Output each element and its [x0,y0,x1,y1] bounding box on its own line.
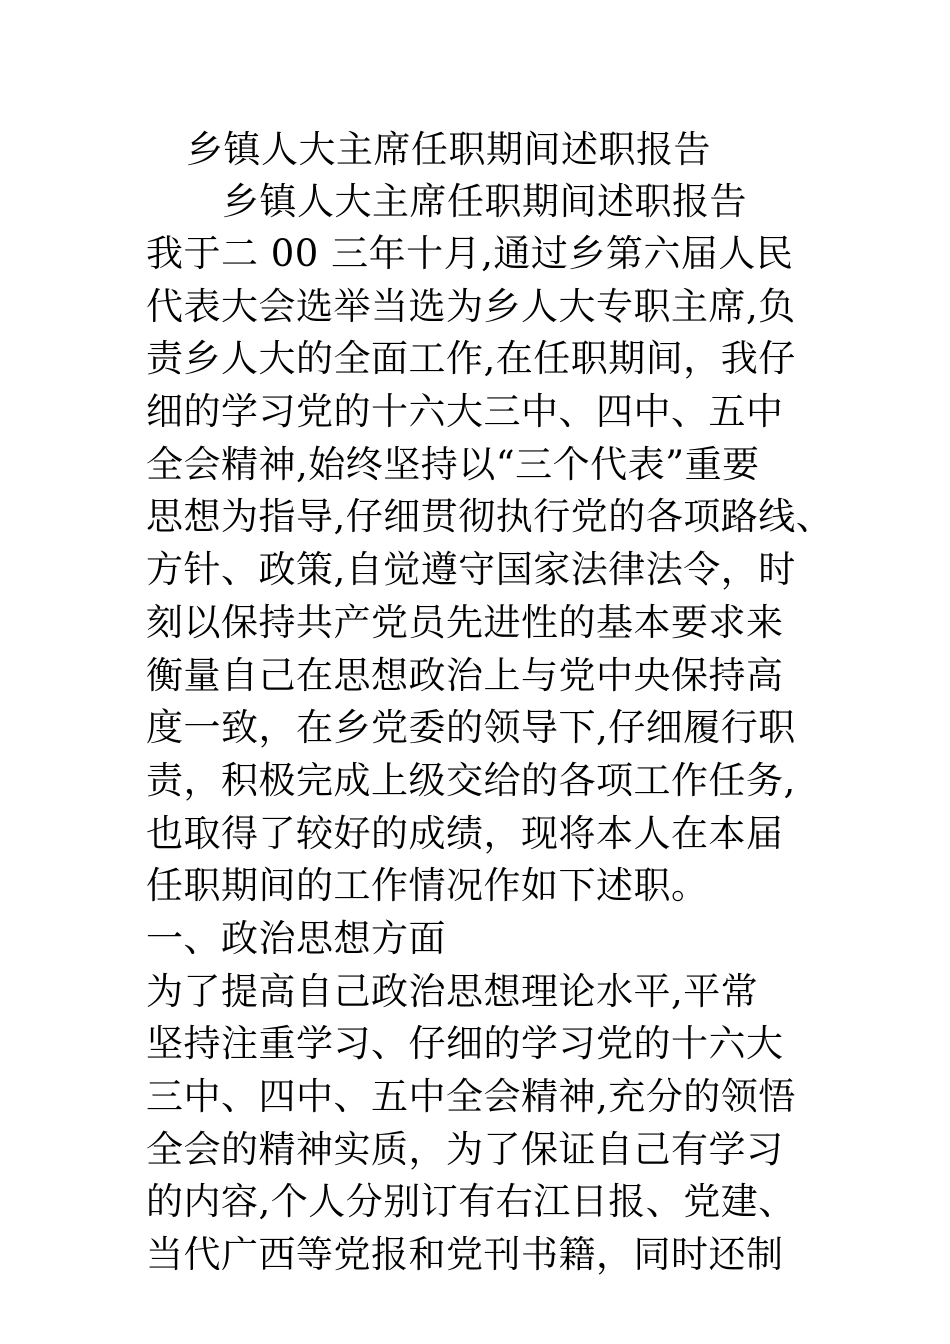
body-line: 的内容,个人分别订有右江日报、党建、 [146,1180,796,1224]
body-line: 衡量自己在思想政治上与党中央保持高 [146,653,784,697]
body-line: 当代广西等党报和党刊书籍，同时还制 [146,1233,784,1277]
body-line: 责乡人大的全面工作,在任职期间，我仔 [146,337,796,381]
body-line: 任职期间的工作情况作如下述职。 [146,864,709,908]
body-line: 细的学习党的十六大三中、四中、五中 [146,390,784,434]
body-line: 思想为指导,仔细贯彻执行党的各项路线、 [146,495,834,539]
section-heading: 一、政治思想方面 [146,916,446,960]
body-line: 方针、政策,自觉遵守国家法律法令，时 [146,548,796,592]
body-line: 代表大会选举当选为乡人大专职主席,负 [146,284,796,328]
body-line: 三中、四中、五中全会精神,充分的领悟 [146,1075,796,1118]
body-line: 度一致，在乡党委的领导下,仔细履行职 [146,706,796,750]
body-line: 坚持注重学习、仔细的学习党的十六大 [146,1022,784,1066]
document-title: 乡镇人大主席任职期间述职报告 [186,128,711,171]
body-line: 我于二 00 三年十月,通过乡第六届人民 [146,232,794,275]
document-body [146,228,946,1282]
body-line: 全会精神,始终坚持以“三个代表”重要 [146,442,760,486]
body-line: 责，积极完成上级交给的各项工作任务, [146,758,796,802]
document-subtitle: 乡镇人大主席任职期间述职报告 [222,180,747,223]
body-line: 全会的精神实质，为了保证自己有学习 [146,1127,784,1171]
body-line: 也取得了较好的成绩，现将本人在本届 [146,811,784,855]
body-line: 刻以保持共产党员先进性的基本要求来 [146,600,784,644]
body-line: 为了提高自己政治思想理论水平,平常 [146,969,759,1013]
